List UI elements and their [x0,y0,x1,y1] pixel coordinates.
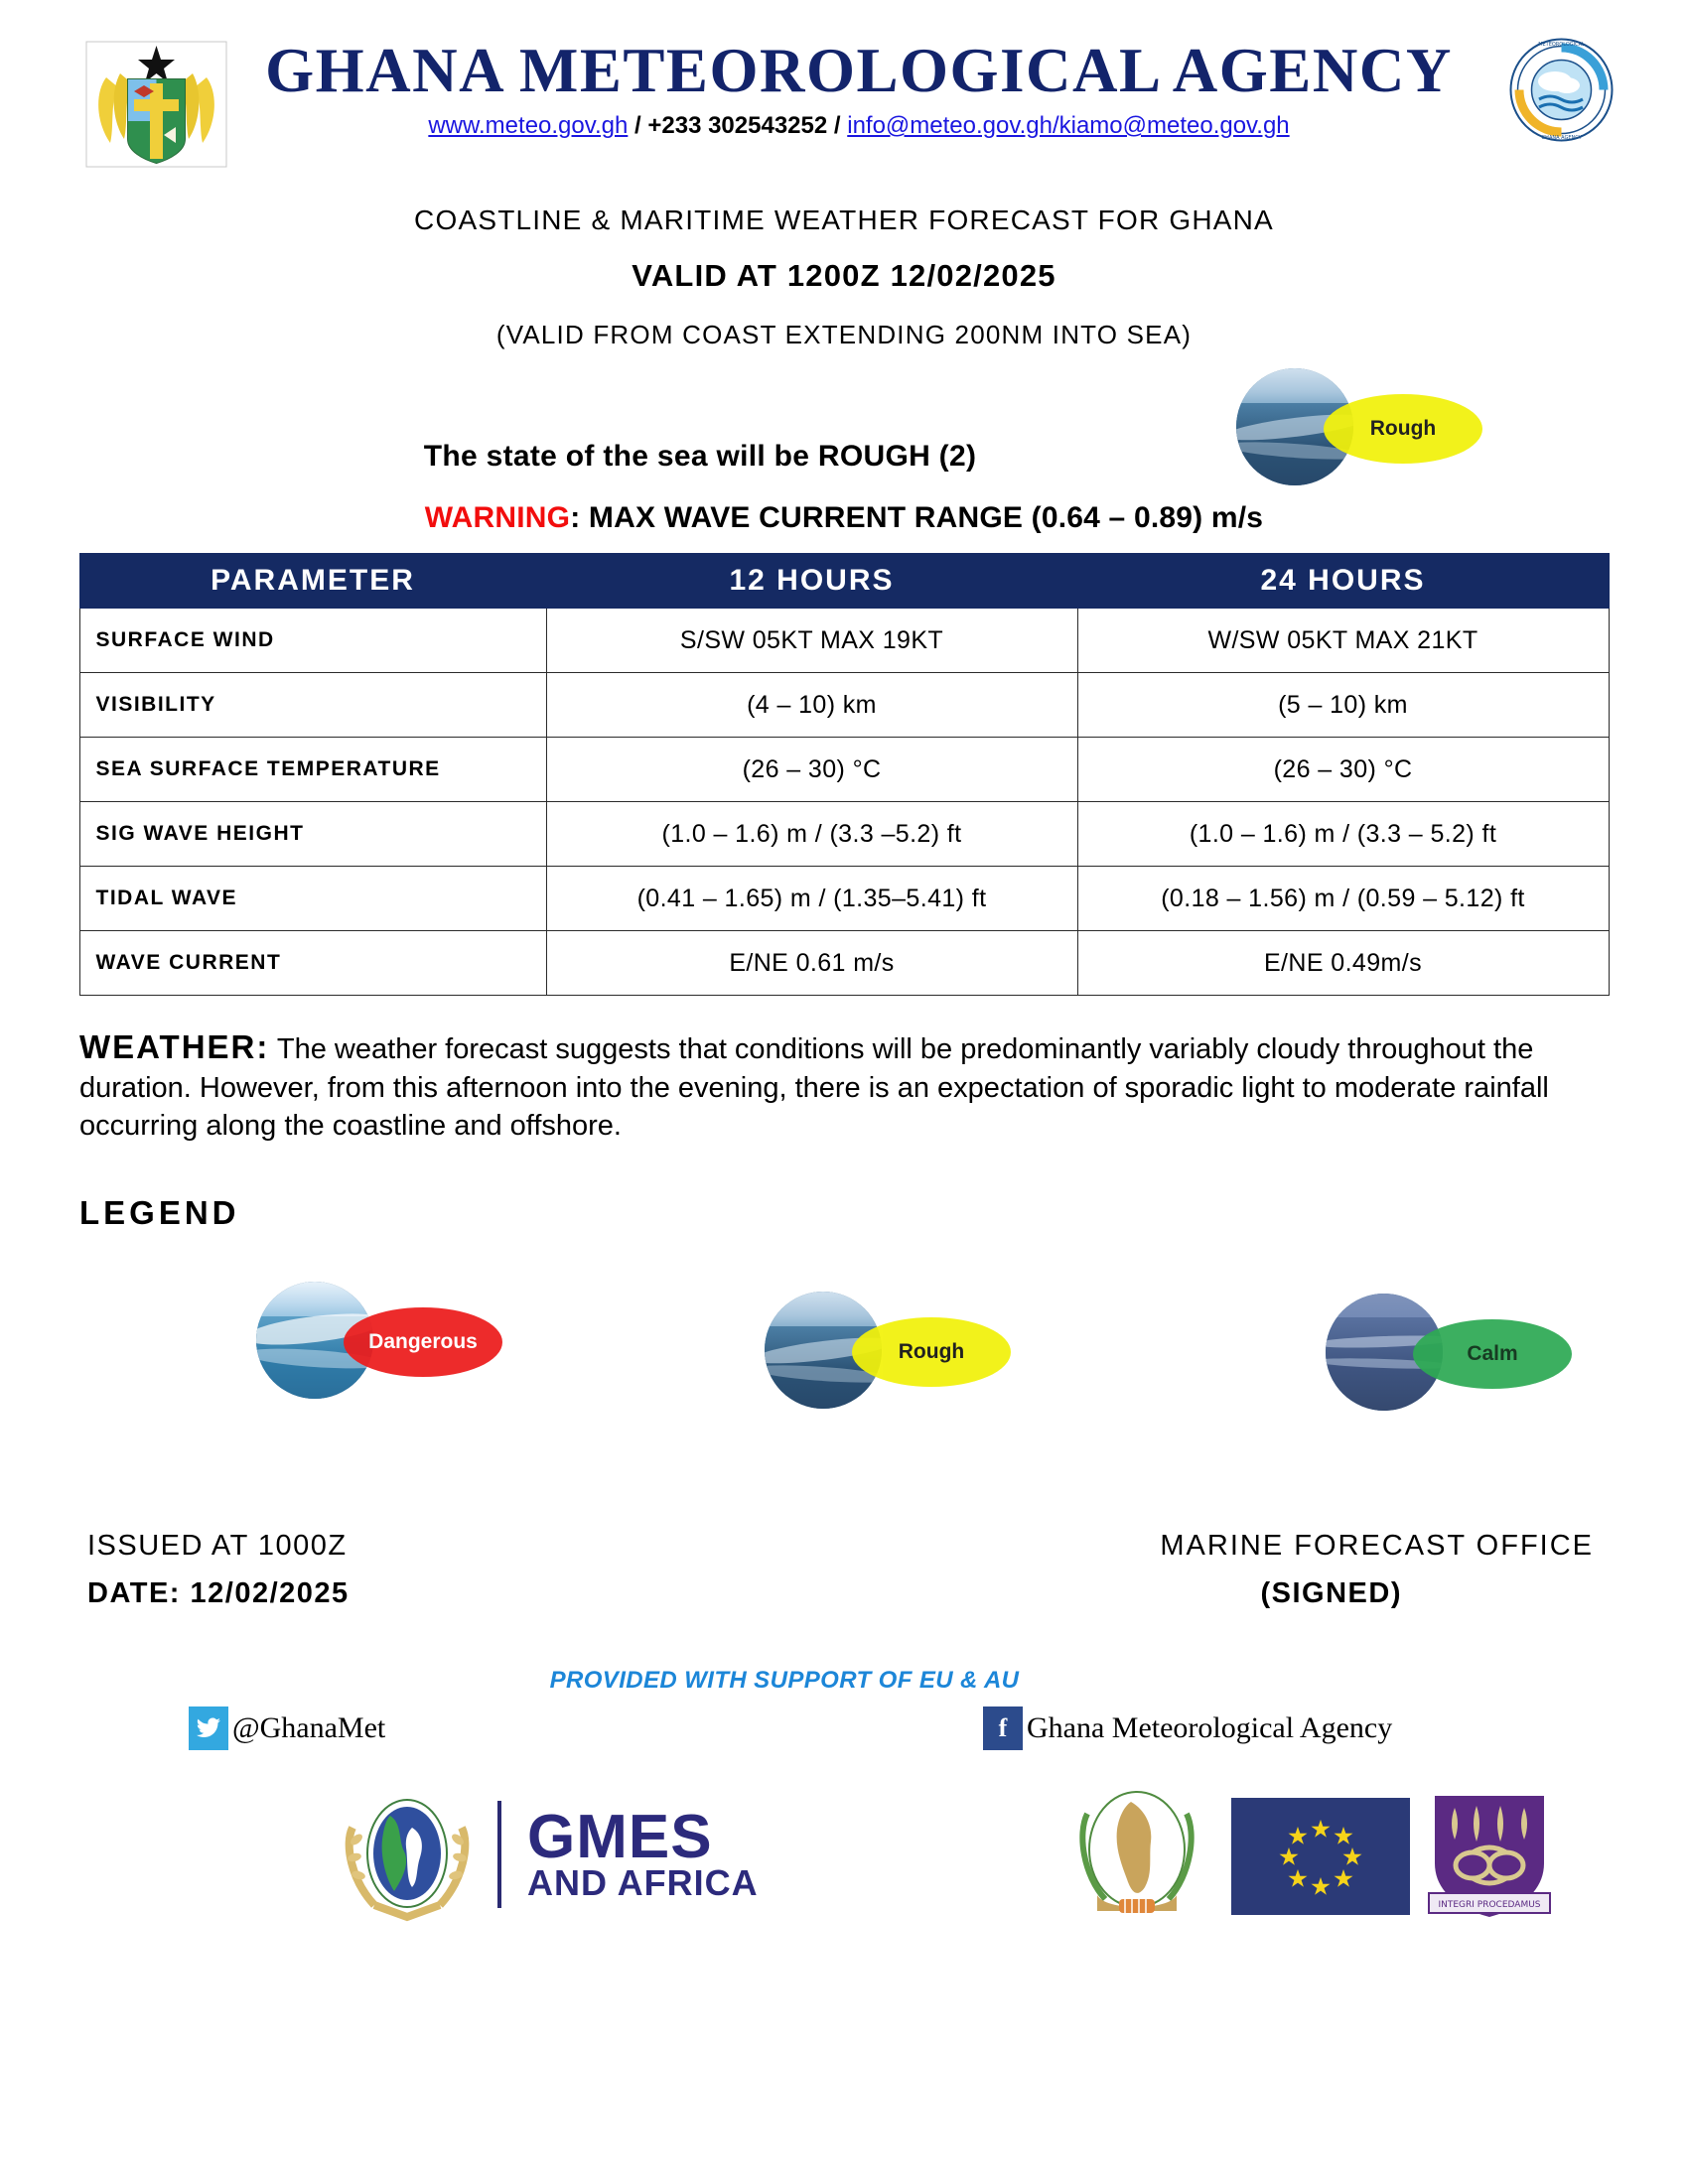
warning-text: MAX WAVE CURRENT RANGE (0.64 – 0.89) m/s [580,501,1264,534]
warning-colon: : [570,501,581,534]
ghana-crest-logo [1425,1794,1554,1921]
legend-label-dangerous: Dangerous [344,1307,502,1377]
column-header-24-hours: 24 HOURS [1077,554,1609,609]
sea-state-section [0,368,1688,497]
ghana-coat-of-arms-icon [84,40,228,169]
issued-at-text: ISSUED AT 1000Z [87,1530,348,1563]
warning-line [0,501,1688,535]
email-links[interactable]: info@meteo.gov.gh/kiamo@meteo.gov.gh [847,112,1290,139]
cell-tidal-wave-24h: (0.18 – 1.56) m / (0.59 – 5.12) ft [1077,867,1609,931]
legend-row [79,1282,1609,1411]
african-union-logo [1057,1788,1216,1922]
issue-block [79,1530,1609,1639]
valid-from-line: (VALID FROM COAST EXTENDING 200NM INTO SEA) [495,320,1193,349]
weather-paragraph [79,1025,1609,1145]
website-link[interactable]: www.meteo.gov.gh [428,112,629,139]
office-name-text: MARINE FORECAST OFFICE [1160,1530,1594,1563]
gmes-wordmark [527,1802,759,1904]
document-subtitle: COASTLINE & MARITIME WEATHER FORECAST FOR GHANA [414,205,1274,235]
agency-seal-icon [1509,38,1614,142]
warning-keyword: WARNING [424,501,571,534]
row-label-surface-wind: SURFACE WIND [79,609,546,673]
document-header [0,0,1688,199]
cell-sst-12h: (26 – 30) °C [546,738,1077,802]
legend-item-dangerous [256,1282,504,1401]
sea-state-badge-label: Rough [1324,394,1482,464]
legend-item-rough [765,1292,1013,1411]
logo-divider [497,1801,501,1908]
organization-title: GHANA METEOROLOGICAL AGENCY [265,36,1453,105]
table-header-row [79,554,1609,609]
table-row [79,802,1609,867]
cell-surface-wind-12h: S/SW 05KT MAX 19KT [546,609,1077,673]
cell-visibility-24h: (5 – 10) km [1077,673,1609,738]
table-row [79,931,1609,996]
table-row [79,867,1609,931]
partner-logo-strip [79,1780,1609,1929]
cell-surface-wind-24h: W/SW 05KT MAX 21KT [1077,609,1609,673]
issued-date-text: DATE: 12/02/2025 [87,1577,350,1610]
contact-line [0,112,1688,140]
cell-wave-current-24h: E/NE 0.49m/s [1077,931,1609,996]
legend-label-calm: Calm [1413,1319,1572,1389]
signed-text: (SIGNED) [1260,1577,1402,1610]
cell-visibility-12h: (4 – 10) km [546,673,1077,738]
svg-text:INTEGRI PROCEDAMUS: INTEGRI PROCEDAMUS [1438,1900,1541,1911]
facebook-icon: f [983,1706,1023,1750]
cell-tidal-wave-12h: (0.41 – 1.65) m / (1.35–5.41) ft [546,867,1077,931]
cell-sig-wave-height-12h: (1.0 – 1.6) m / (3.3 –5.2) ft [546,802,1077,867]
forecast-table [79,553,1610,996]
twitter-icon [189,1706,228,1750]
cell-sst-24h: (26 – 30) °C [1077,738,1609,802]
gmes-and-africa-logo [333,1785,859,1924]
facebook-page-label: Ghana Meteorological Agency [1027,1711,1393,1745]
twitter-handle-label: @GhanaMet [232,1711,386,1745]
gmes-emblem-icon [333,1788,482,1922]
column-header-parameter: PARAMETER [79,554,546,609]
european-union-flag-icon [1231,1798,1410,1915]
row-label-wave-current: WAVE CURRENT [79,931,546,996]
sea-state-statement: The state of the sea will be ROUGH (2) [423,440,977,473]
svg-text:GHANA AGENCY: GHANA AGENCY [1541,135,1582,141]
contact-separator-2: / [827,112,848,139]
svg-text:METEOROLOGICAL: METEOROLOGICAL [1538,42,1585,48]
cell-sig-wave-height-24h: (1.0 – 1.6) m / (3.3 – 5.2) ft [1077,802,1609,867]
weather-label: WEATHER: [79,1028,270,1065]
cell-wave-current-12h: E/NE 0.61 m/s [546,931,1077,996]
legend-item-calm [1326,1294,1574,1413]
twitter-link[interactable] [189,1706,385,1750]
valid-at-line: VALID AT 1200Z 12/02/2025 [632,258,1056,293]
row-label-visibility: VISIBILITY [79,673,546,738]
row-label-tidal-wave: TIDAL WAVE [79,867,546,931]
weather-body: The weather forecast suggests that conditions will be predominantly variably cloudy throughout the duration. However, from this afternoon into the evening, there is an expectation of sporadic light to moderate rainfall occurring along the coastline and offshore. [79,1033,1549,1142]
phone-number: +233 302543252 [647,112,828,139]
table-row [79,738,1609,802]
row-label-sea-surface-temperature: SEA SURFACE TEMPERATURE [79,738,546,802]
legend-heading: LEGEND [79,1194,240,1232]
column-header-12-hours: 12 HOURS [546,554,1077,609]
table-row [79,609,1609,673]
legend-label-rough: Rough [852,1317,1011,1387]
support-line: PROVIDED WITH SUPPORT OF EU & AU [549,1667,1020,1695]
gmes-wordmark-line2: AND AFRICA [527,1862,759,1904]
row-label-sig-wave-height: SIG WAVE HEIGHT [79,802,546,867]
facebook-link[interactable] [983,1706,1392,1750]
table-row [79,673,1609,738]
social-row [79,1706,1609,1762]
contact-separator-1: / [628,112,648,139]
gmes-wordmark-line1: GMES [527,1802,713,1871]
